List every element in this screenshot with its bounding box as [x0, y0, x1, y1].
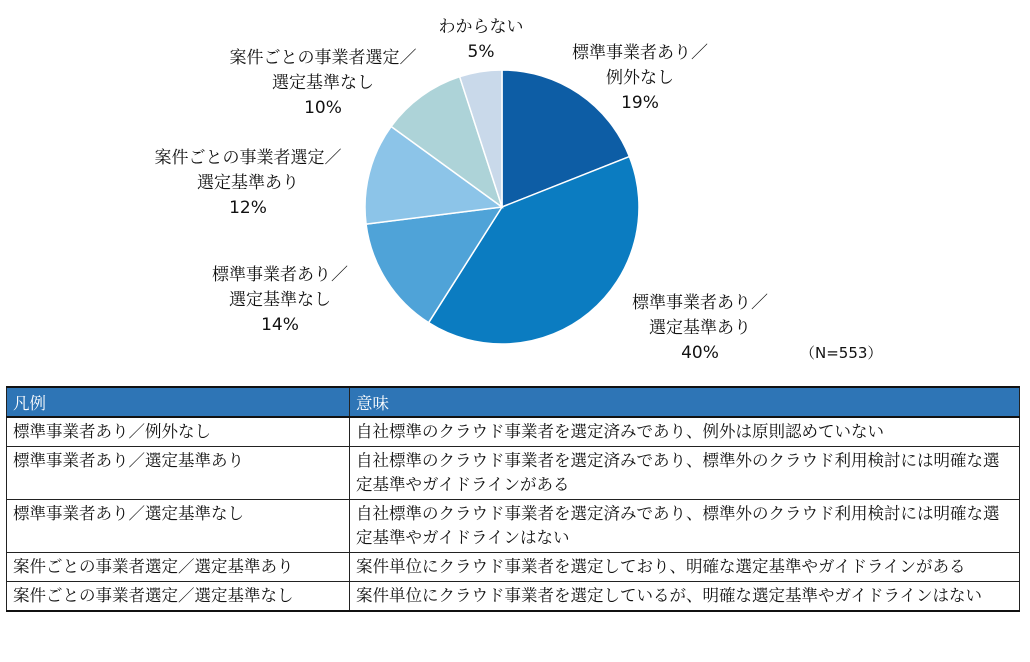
pie-slices — [365, 70, 639, 344]
sample-size-note: （N=553） — [800, 344, 883, 362]
legend-meaning-cell: 案件単位にクラウド事業者を選定しているが、明確な選定基準やガイドラインはない — [350, 582, 1020, 612]
slice-name-label: 標準事業者あり／ — [632, 293, 768, 313]
legend-meaning-cell: 案件単位にクラウド事業者を選定しており、明確な選定基準やガイドラインがある — [350, 553, 1020, 582]
legend-name-cell: 標準事業者あり／選定基準あり — [7, 447, 350, 500]
legend-name-cell: 案件ごとの事業者選定／選定基準あり — [7, 553, 350, 582]
slice-name-label: 選定基準なし — [272, 73, 374, 93]
legend-header-row — [7, 387, 1020, 417]
slice-name-label: 選定基準あり — [197, 173, 299, 193]
slice-name-label: 例外なし — [606, 68, 674, 88]
table-row — [7, 582, 1020, 612]
slice-name-label: 標準事業者あり／ — [212, 265, 348, 285]
slice-name-label: 案件ごとの事業者選定／ — [229, 48, 417, 68]
table-row — [7, 553, 1020, 582]
slice-percent-label: 14% — [261, 315, 299, 335]
legend-meaning-cell: 自社標準のクラウド事業者を選定済みであり、例外は原則認めていない — [350, 417, 1020, 447]
slice-name-label: 選定基準なし — [229, 290, 331, 310]
legend-meaning-cell: 自社標準のクラウド事業者を選定済みであり、標準外のクラウド利用検討には明確な選定基準やガイドラインがある — [350, 447, 1020, 500]
table-row — [7, 417, 1020, 447]
slice-name-label: 標準事業者あり／ — [572, 43, 708, 63]
legend-table — [6, 386, 1020, 612]
legend-header-col1: 凡例 — [7, 387, 350, 417]
legend-meaning-cell: 自社標準のクラウド事業者を選定済みであり、標準外のクラウド利用検討には明確な選定基準やガイドラインはない — [350, 500, 1020, 553]
slice-percent-label: 40% — [681, 343, 719, 363]
legend-name-cell: 標準事業者あり／選定基準なし — [7, 500, 350, 553]
table-row — [7, 447, 1020, 500]
table-row — [7, 500, 1020, 553]
legend-header-col2: 意味 — [350, 387, 1020, 417]
slice-percent-label: 12% — [229, 198, 267, 218]
slice-name-label: 選定基準あり — [649, 318, 751, 338]
slice-percent-label: 19% — [621, 93, 659, 113]
slice-name-label: 案件ごとの事業者選定／ — [154, 148, 342, 168]
slice-percent-label: 5% — [467, 42, 495, 62]
legend-name-cell: 案件ごとの事業者選定／選定基準なし — [7, 582, 350, 612]
slice-percent-label: 10% — [304, 98, 342, 118]
legend-name-cell: 標準事業者あり／例外なし — [7, 417, 350, 447]
slice-name-label: わからない — [438, 17, 524, 37]
